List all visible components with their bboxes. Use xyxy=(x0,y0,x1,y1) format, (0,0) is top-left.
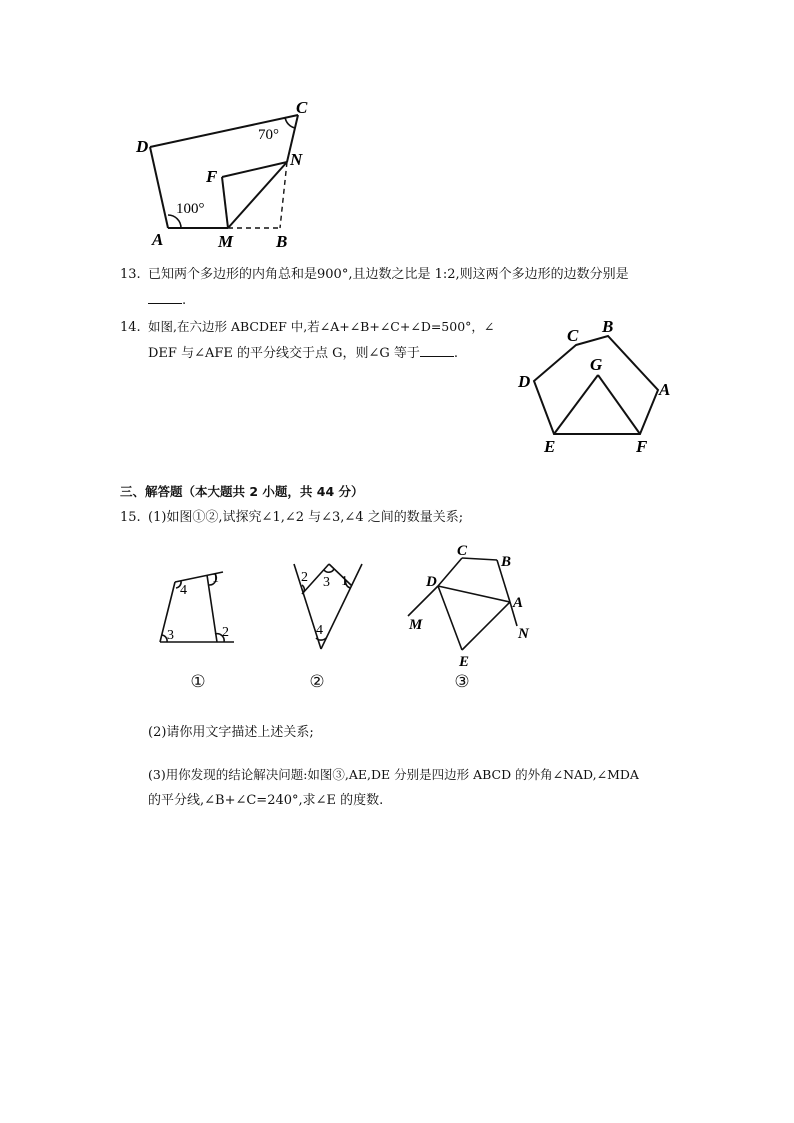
label-f: F xyxy=(636,437,648,456)
label-c: C xyxy=(296,98,308,117)
figure-2-q15 xyxy=(285,558,370,658)
label-f: F xyxy=(206,167,218,186)
figure-3-caption: ③ xyxy=(454,672,470,692)
angle-a-value: 100° xyxy=(176,201,205,217)
question-part3-line1: (3)用你发现的结论解决问题:如图③,AE,DE 分别是四边形 ABCD 的外角∠NAD,∠MDA xyxy=(148,767,639,782)
label-m: M xyxy=(409,617,423,633)
figure-hexagon-q14 xyxy=(510,315,680,460)
answer-blank[interactable] xyxy=(148,291,182,304)
question-part3-line2: 的平分线,∠B+∠C=240°,求∠E 的度数. xyxy=(148,793,384,808)
label-m: M xyxy=(218,232,234,251)
label-e: E xyxy=(544,437,556,456)
label-a: A xyxy=(152,230,164,249)
question-15-part2: (2)请你用文字描述上述关系; xyxy=(148,725,314,740)
question-text-line2: DEF 与∠AFE 的平分线交于点 G，则∠G 等于 xyxy=(148,346,420,361)
angle-2-label: 2 xyxy=(222,625,229,640)
label-c: C xyxy=(457,543,468,559)
figure-1-q15 xyxy=(150,565,245,650)
angle-4-label: 4 xyxy=(180,583,187,598)
question-part1: (1)如图①②,试探究∠1,∠2 与∠3,∠4 之间的数量关系; xyxy=(148,510,464,525)
angle-1-label: 1 xyxy=(341,574,348,589)
answer-blank[interactable] xyxy=(420,344,454,357)
angle-4-label: 4 xyxy=(316,623,323,638)
angle-2-label: 2 xyxy=(301,570,308,585)
question-15 xyxy=(120,505,680,531)
question-13 xyxy=(120,262,680,314)
label-e: E xyxy=(459,654,470,670)
question-end: . xyxy=(453,346,459,361)
question-text-line1: 如图,在六边形 ABCDEF 中,若∠A+∠B+∠C+∠D=500°，∠ xyxy=(148,319,495,334)
section-title: 三、解答题（本大题共 2 小题，共 44 分） xyxy=(120,484,364,499)
label-g: G xyxy=(590,355,603,374)
figure-2-caption: ② xyxy=(309,672,325,692)
label-n: N xyxy=(290,150,303,169)
label-b: B xyxy=(276,232,288,251)
figure-1-caption: ① xyxy=(190,672,206,692)
angle-3-label: 3 xyxy=(167,628,174,643)
label-a: A xyxy=(659,380,671,399)
angle-1-label: 1 xyxy=(212,571,219,586)
label-c: C xyxy=(567,326,579,345)
label-a: A xyxy=(513,595,524,611)
question-number: 13. xyxy=(120,267,141,282)
label-b: B xyxy=(602,317,614,336)
label-d: D xyxy=(136,137,149,156)
question-15-part3 xyxy=(148,762,708,814)
question-14 xyxy=(120,314,510,367)
question-text: 已知两个多边形的内角总和是900°,且边数之比是 1:2,则这两个多边形的边数分别是 xyxy=(148,267,629,282)
label-n: N xyxy=(518,626,529,642)
label-d: D xyxy=(426,574,437,590)
figure-3-q15 xyxy=(400,540,540,670)
angle-3-label: 3 xyxy=(323,575,330,590)
question-end: . xyxy=(182,293,187,308)
figure-quadrilateral-q12 xyxy=(130,95,330,255)
question-number: 15. xyxy=(120,510,141,525)
question-number: 14. xyxy=(120,320,141,335)
label-d: D xyxy=(518,372,531,391)
angle-c-value: 70° xyxy=(258,127,279,143)
label-b: B xyxy=(501,554,512,570)
